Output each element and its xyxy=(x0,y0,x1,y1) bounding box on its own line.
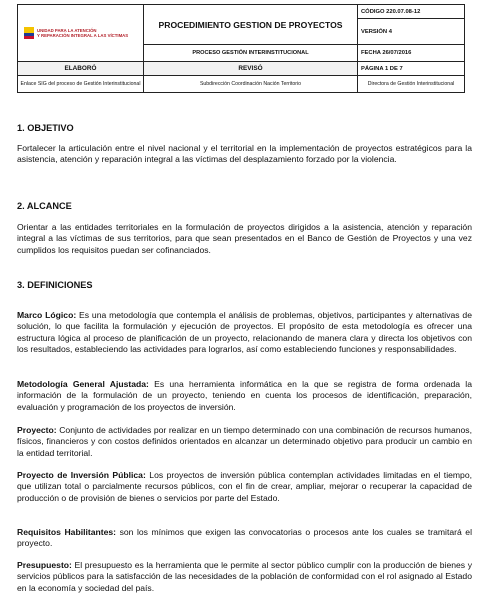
definition-proyecto-inversion xyxy=(17,470,472,504)
document-title: PROCEDIMIENTO GESTION DE PROYECTOS xyxy=(144,5,358,45)
logo-line-1: UNIDAD PARA LA ATENCIÓN xyxy=(37,28,97,33)
section-alcance-title: 2. ALCANCE xyxy=(17,201,72,211)
document-date: FECHA 26/07/2016 xyxy=(358,45,465,62)
definition-term: Proyecto: xyxy=(17,425,57,435)
definition-text: Conjunto de actividades por realizar en un tiempo determinado con una combinación de recursos humanos, físicos, financieros y con costos definidos orientados en alcanzar un determinado objetivo para producir un cambio en la entidad territorial. xyxy=(17,425,472,458)
reviso-heading: REVISÓ xyxy=(144,62,358,76)
definition-term: Proyecto de Inversión Pública: xyxy=(17,470,146,480)
definition-text: son los mínimos que exigen las convocatorias o procesos ante los cuales se tramitará el proyecto. xyxy=(17,527,473,549)
elaboro-heading: ELABORÓ xyxy=(18,62,144,76)
organization-logo xyxy=(24,27,143,39)
section-definiciones-title: 3. DEFINICIONES xyxy=(17,280,93,290)
definition-term: Requisitos Habilitantes: xyxy=(17,527,117,537)
definition-requisitos xyxy=(17,527,472,550)
definition-presupuesto xyxy=(17,560,472,594)
section-alcance-text: Orientar a las entidades territoriales en la formulación de proyectos dirigidos a la asistencia, atención y reparación integral a las víctimas de sus territorios, para que sean presentados en el Banco de Gestión de Proyectos y una vez cumplidos los requisitos puedan ser cofinanciados. xyxy=(17,222,472,255)
definition-term: Metodología General Ajustada: xyxy=(17,379,149,389)
section-objetivo-text: Fortalecer la articulación entre el nivel nacional y el territorial en la implementación de proyectos estratégicos para la asistencia, atención y reparación integral a las víctimas del desplazamiento forzado por la violencia. xyxy=(17,143,472,165)
logo-cell xyxy=(18,5,144,62)
definition-text: Los proyectos de inversión pública contemplan actividades limitadas en el tiempo, que utilizan total o parcialmente recursos públicos, con el fin de crear, ampliar, mejorar o recuperar la capacidad de producción o de provisión de bienes o servicios por parte del Estado. xyxy=(17,470,472,503)
reviso-value: Subdirección Coordinación Nación Territorio xyxy=(144,76,358,93)
definition-marco-logico xyxy=(17,310,472,356)
document-page-number: PÁGINA 1 DE 7 xyxy=(358,62,465,76)
definition-text: El presupuesto es la herramienta que le permite al sector público cumplir con la producción de bienes y servicios públicos para la satisfacción de las necesidades de la población de conformidad con el rol asignado al Estado en la economía y sociedad del país. xyxy=(17,560,472,593)
definition-metodologia xyxy=(17,379,472,413)
definition-term: Marco Lógico: xyxy=(17,310,77,320)
definition-term: Presupuesto: xyxy=(17,560,72,570)
aprobo-value: Directora de Gestión Interinstitucional xyxy=(358,76,465,93)
colombia-flag-icon xyxy=(24,27,34,39)
definition-text: Es una metodología que contempla el análisis de problemas, objetivos, participantes y alternativas de solución, lo que facilita la formulación y ejecución de proyectos. El propósito de esta metodología es ofrecer una estructura lógica al proceso de planificación de un proyecto, relacionando de manera clara y directa los objetivos con los resultados, estableciendo las actividades para lograrlos, así como estableciendo funciones y responsabilidades. xyxy=(17,310,472,355)
definition-text: Es una herramienta informática en la que se registra de forma ordenada la información de la formulación de un proyecto, teniendo en cuenta los procesos de identificación, preparación, evaluación y programación de los proyectos de inversión. xyxy=(17,379,472,412)
section-objetivo-title: 1. OBJETIVO xyxy=(17,123,74,133)
process-name: PROCESO GESTIÓN INTERINSTITUCIONAL xyxy=(144,45,358,62)
logo-line-2: Y REPARACIÓN INTEGRAL A LAS VÍCTIMAS xyxy=(37,33,129,38)
document-version: VERSIÓN 4 xyxy=(358,19,465,45)
document-code: CÓDIGO 220.07.08-12 xyxy=(358,5,465,19)
document-header-table xyxy=(17,4,465,93)
definition-proyecto xyxy=(17,425,472,459)
elaboro-value: Enlace SIG del proceso de Gestión Interinstitucional xyxy=(18,76,144,93)
